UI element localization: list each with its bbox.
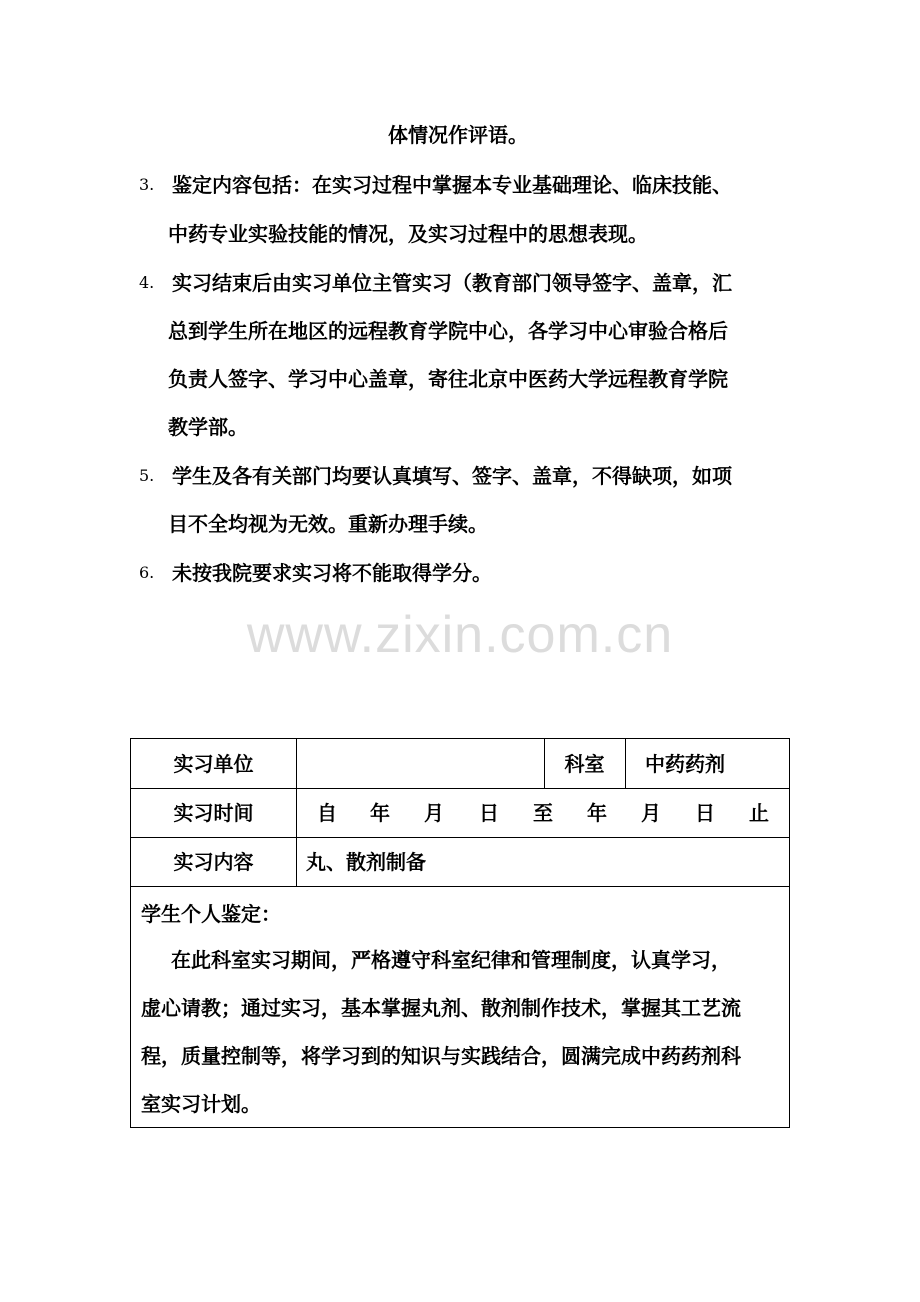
item-number: 3. [139, 175, 155, 194]
item-number: 6. [139, 563, 155, 582]
date-month: 月 [641, 801, 661, 825]
row-divider [131, 886, 789, 887]
date-end: 止 [749, 801, 769, 825]
time-label: 实习时间 [173, 801, 254, 825]
date-day: 日 [479, 801, 499, 825]
date-month: 月 [424, 801, 444, 825]
watermark: www.zixin.com.cn [246, 606, 674, 664]
self-eval-heading: 学生个人鉴定： [141, 902, 281, 926]
text-line: 目不全均视为无效。重新办理手续。 [168, 512, 488, 536]
text-line: 学生及各有关部门均要认真填写、签字、盖章，不得缺项，如项 [172, 464, 732, 488]
row-divider [131, 788, 789, 789]
text-line: 负责人签字、学习中心盖章，寄往北京中医药大学远程教育学院 [168, 367, 728, 391]
text-line: 总到学生所在地区的远程教育学院中心，各学习中心审验合格后 [168, 319, 728, 343]
row-divider [131, 837, 789, 838]
item-number: 4. [139, 273, 155, 292]
col-divider [296, 739, 297, 886]
text-line: 鉴定内容包括：在实习过程中掌握本专业基础理论、临床技能、 [172, 173, 732, 197]
text-line: 未按我院要求实习将不能取得学分。 [172, 561, 492, 585]
col-divider [625, 739, 626, 788]
date-from: 自 [317, 801, 337, 825]
text-line: 实习结束后由实习单位主管实习（教育部门领导签字、盖章，汇 [172, 271, 732, 295]
dept-label: 科室 [564, 752, 605, 776]
internship-table [130, 738, 790, 1128]
text-line: 中药专业实验技能的情况，及实习过程中的思想表现。 [168, 222, 648, 246]
date-to: 至 [533, 801, 553, 825]
content-value: 丸、散剂制备 [306, 850, 426, 874]
self-eval-line: 虚心请教；通过实习，基本掌握丸剂、散剂制作技术，掌握其工艺流 [141, 996, 741, 1020]
text-line: 教学部。 [168, 415, 248, 439]
unit-label: 实习单位 [173, 752, 254, 776]
self-eval-line: 程，质量控制等，将学习到的知识与实践结合，圆满完成中药药剂科 [141, 1044, 741, 1068]
self-eval-line: 室实习计划。 [141, 1092, 261, 1116]
date-year: 年 [587, 801, 607, 825]
content-label: 实习内容 [173, 850, 254, 874]
date-day: 日 [695, 801, 715, 825]
item-number: 5. [139, 466, 155, 485]
date-year: 年 [370, 801, 390, 825]
text-line: 体情况作评语。 [388, 123, 528, 147]
dept-value: 中药药剂 [645, 752, 725, 776]
self-eval-line: 在此科室实习期间，严格遵守科室纪律和管理制度，认真学习， [171, 948, 731, 972]
